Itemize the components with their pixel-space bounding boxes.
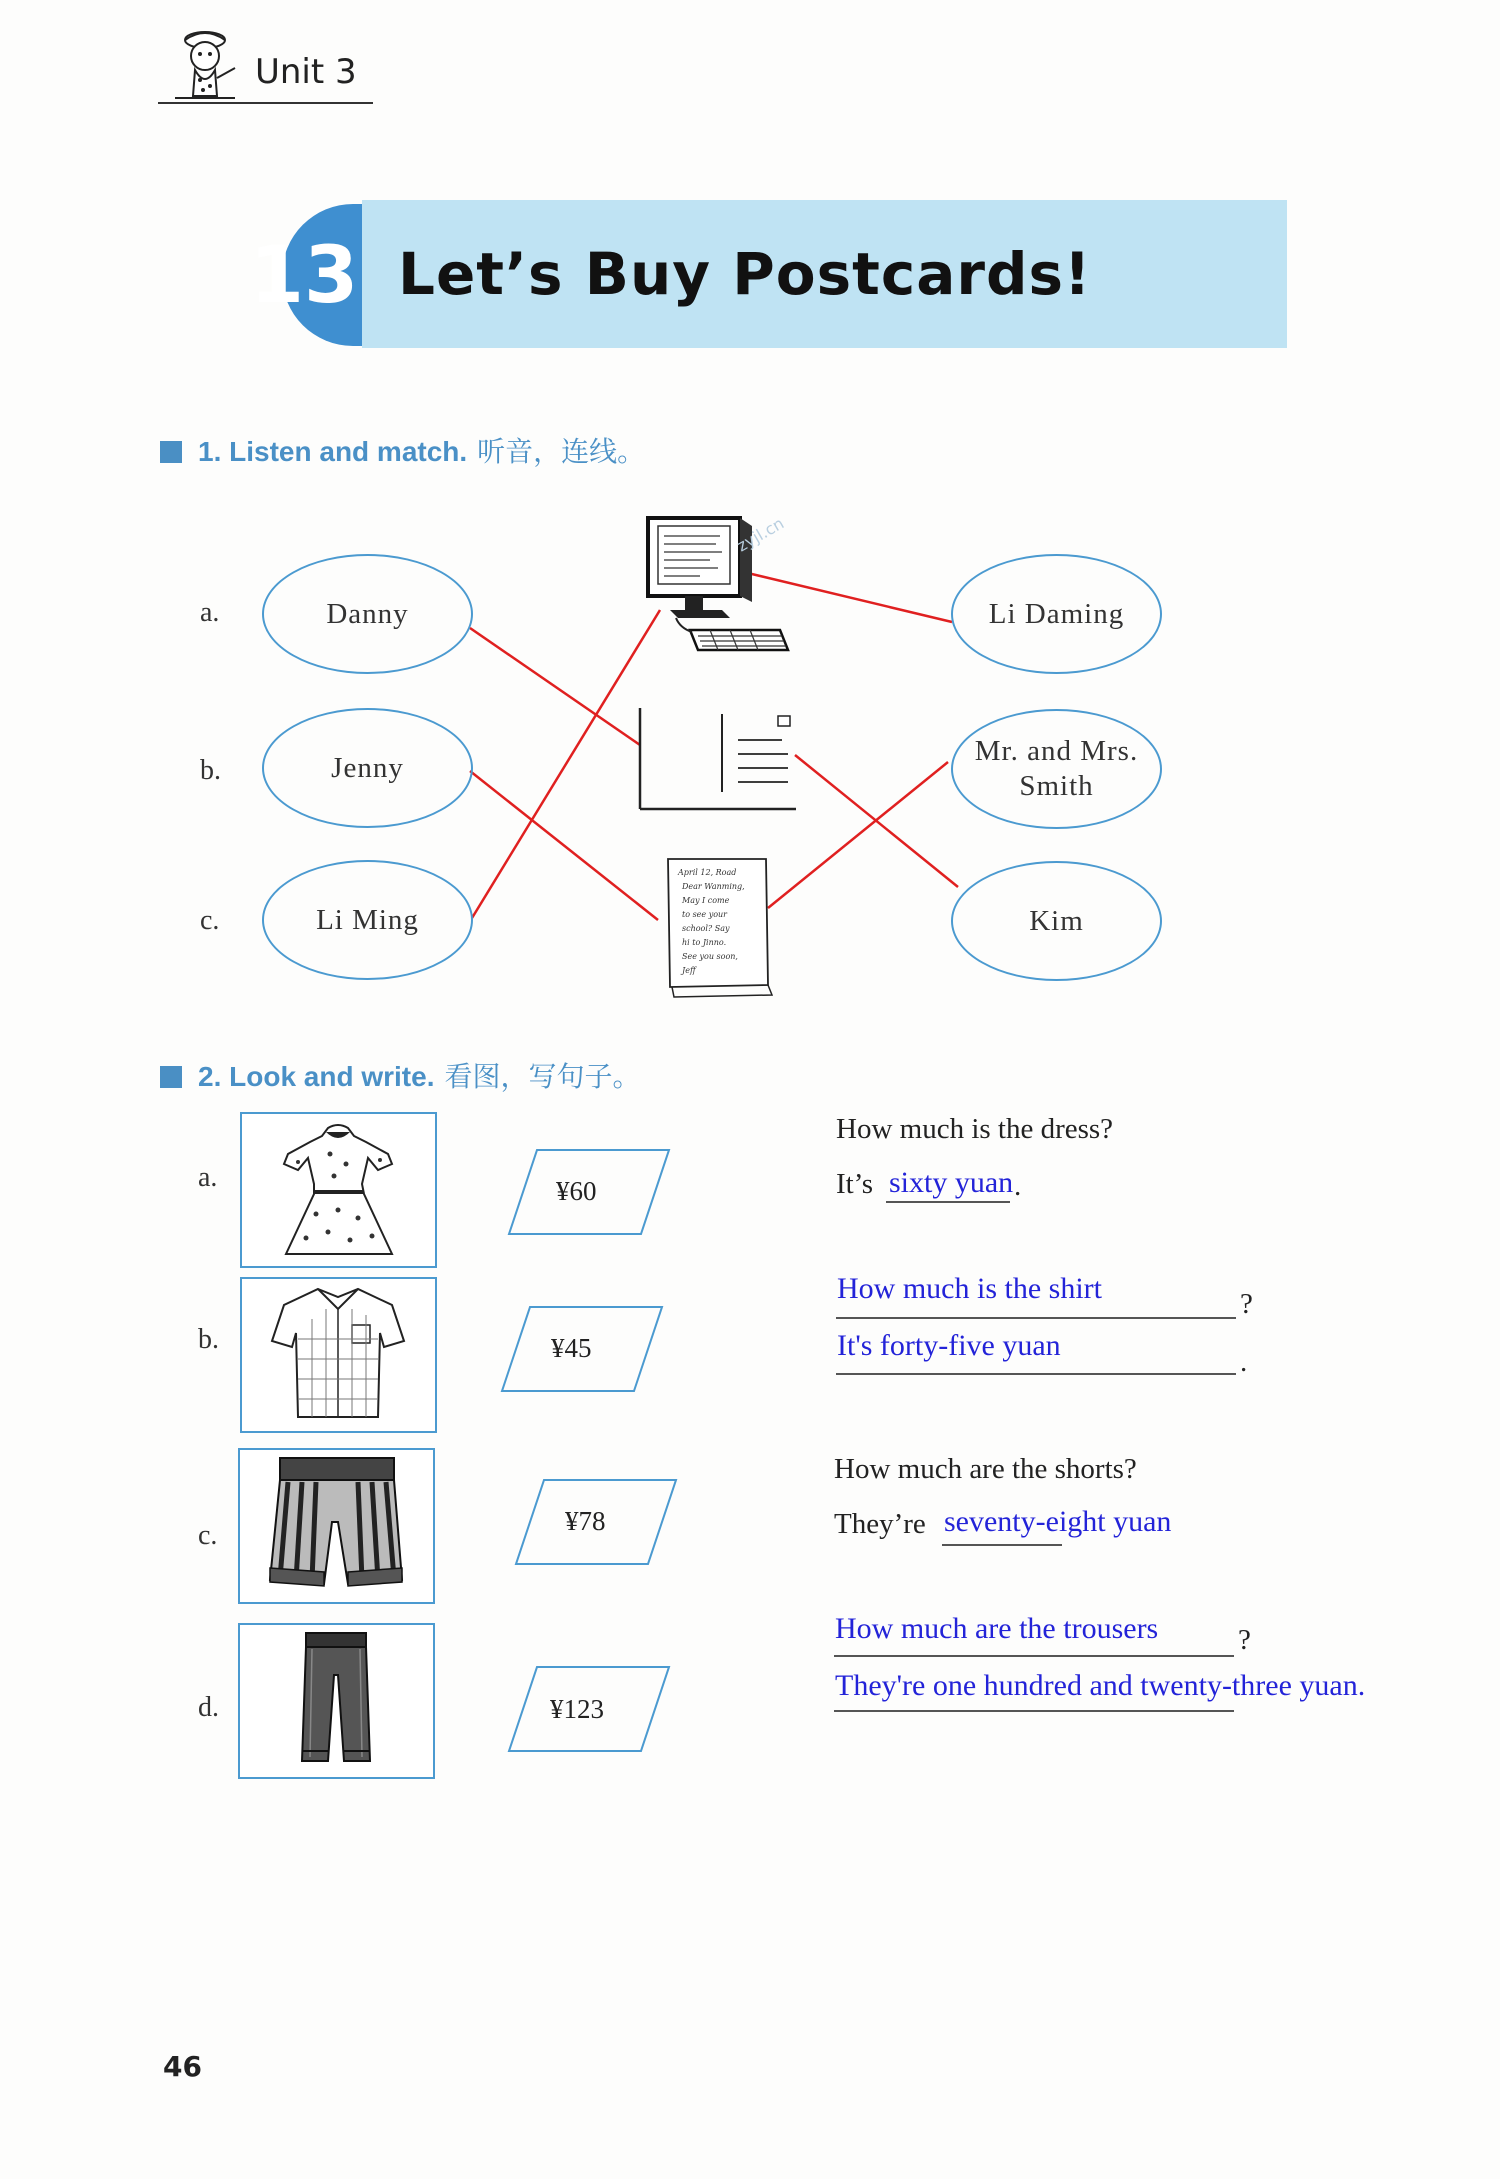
answer-c[interactable]: seventy-eight yuan xyxy=(944,1505,1172,1538)
answer-b-end: . xyxy=(1240,1346,1248,1378)
answer-a-end: . xyxy=(1014,1170,1022,1202)
answer-b-line xyxy=(836,1373,1236,1375)
page-number: 46 xyxy=(163,2050,202,2083)
answer-d-line xyxy=(834,1710,1234,1712)
row-label-c: c. xyxy=(198,1520,218,1551)
section2-heading xyxy=(160,1055,641,1095)
name-lidaming: Li Daming xyxy=(988,597,1125,630)
question-d[interactable]: How much are the trousers xyxy=(835,1612,1159,1645)
match-line-jenny xyxy=(470,771,658,920)
dress-picture-box xyxy=(240,1112,437,1268)
name-ellipse-danny[interactable] xyxy=(262,554,473,674)
match-line-liming xyxy=(472,610,660,918)
match-label-b: b. xyxy=(200,755,221,786)
letter-line: May I come xyxy=(682,896,730,905)
dress-picture xyxy=(242,1114,435,1266)
letter-line: to see your xyxy=(682,910,728,919)
section2-heading-cn: 看图，写句子。 xyxy=(444,1060,641,1093)
letter-picture[interactable] xyxy=(660,853,778,999)
shorts-picture xyxy=(240,1450,433,1602)
name-ellipse-kim[interactable] xyxy=(951,861,1162,981)
letter-line: hi to Jinno. xyxy=(682,938,727,947)
lesson-title: Let’s Buy Postcards! xyxy=(398,240,1092,308)
letter-line: school? Say xyxy=(682,924,730,933)
answer-b[interactable]: It's forty-five yuan xyxy=(837,1329,1061,1362)
answer-a[interactable]: sixty yuan xyxy=(889,1166,1014,1199)
row-label-a: a. xyxy=(198,1162,218,1193)
row-label-d: d. xyxy=(198,1692,219,1723)
question-b-end: ? xyxy=(1240,1288,1253,1320)
shirt-picture-box xyxy=(240,1277,437,1433)
answer-a-prefix: It’s xyxy=(836,1168,874,1200)
name-liming: Li Ming xyxy=(316,903,419,936)
letter-line: See you soon, xyxy=(682,952,738,961)
letter-line: Jeff xyxy=(682,966,696,975)
section-marker-icon xyxy=(160,1066,182,1088)
name-kim: Kim xyxy=(1029,904,1084,937)
name-smith: Mr. and Mrs. Smith xyxy=(974,735,1139,802)
name-ellipse-smith[interactable] xyxy=(951,709,1162,829)
watermark: zyjl.cn xyxy=(733,513,788,556)
answer-c-prefix: They’re xyxy=(834,1508,926,1540)
name-jenny: Jenny xyxy=(331,751,404,784)
price-c: ¥78 xyxy=(565,1506,606,1536)
question-d-end: ? xyxy=(1238,1624,1251,1656)
question-b[interactable]: How much is the shirt xyxy=(837,1272,1102,1305)
section1-heading-cn: 听音，连线。 xyxy=(477,435,646,468)
shirt-picture xyxy=(242,1279,435,1431)
trousers-picture xyxy=(240,1625,433,1777)
question-d-line xyxy=(834,1655,1234,1657)
name-danny: Danny xyxy=(326,597,409,630)
question-b-line xyxy=(836,1317,1236,1319)
row-label-b: b. xyxy=(198,1324,219,1355)
match-label-a: a. xyxy=(200,597,220,628)
question-a: How much is the dress? xyxy=(836,1113,1114,1145)
answer-a-line xyxy=(886,1201,1010,1203)
postcard-picture[interactable] xyxy=(638,706,798,816)
shorts-picture-box xyxy=(238,1448,435,1604)
letter-line: Dear Wanming, xyxy=(682,882,745,891)
trousers-picture-box xyxy=(238,1623,435,1779)
price-d: ¥123 xyxy=(550,1694,604,1724)
question-c: How much are the shorts? xyxy=(834,1453,1137,1485)
letter-line: April 12, Road xyxy=(678,868,737,877)
name-ellipse-lidaming[interactable] xyxy=(951,554,1162,674)
lesson-number: 13 xyxy=(249,231,359,321)
answer-d[interactable]: They're one hundred and twenty-three yuan. xyxy=(835,1669,1366,1702)
name-ellipse-jenny[interactable] xyxy=(262,708,473,828)
answer-c-line xyxy=(942,1544,1062,1546)
price-a: ¥60 xyxy=(556,1176,597,1206)
section1-heading-text: 1. Listen and match. xyxy=(198,436,468,467)
name-ellipse-liming[interactable] xyxy=(262,860,473,980)
section2-heading-text: 2. Look and write. xyxy=(198,1061,435,1092)
match-label-c: c. xyxy=(200,905,220,936)
unit-label: Unit 3 xyxy=(255,52,357,92)
price-b: ¥45 xyxy=(551,1333,592,1363)
